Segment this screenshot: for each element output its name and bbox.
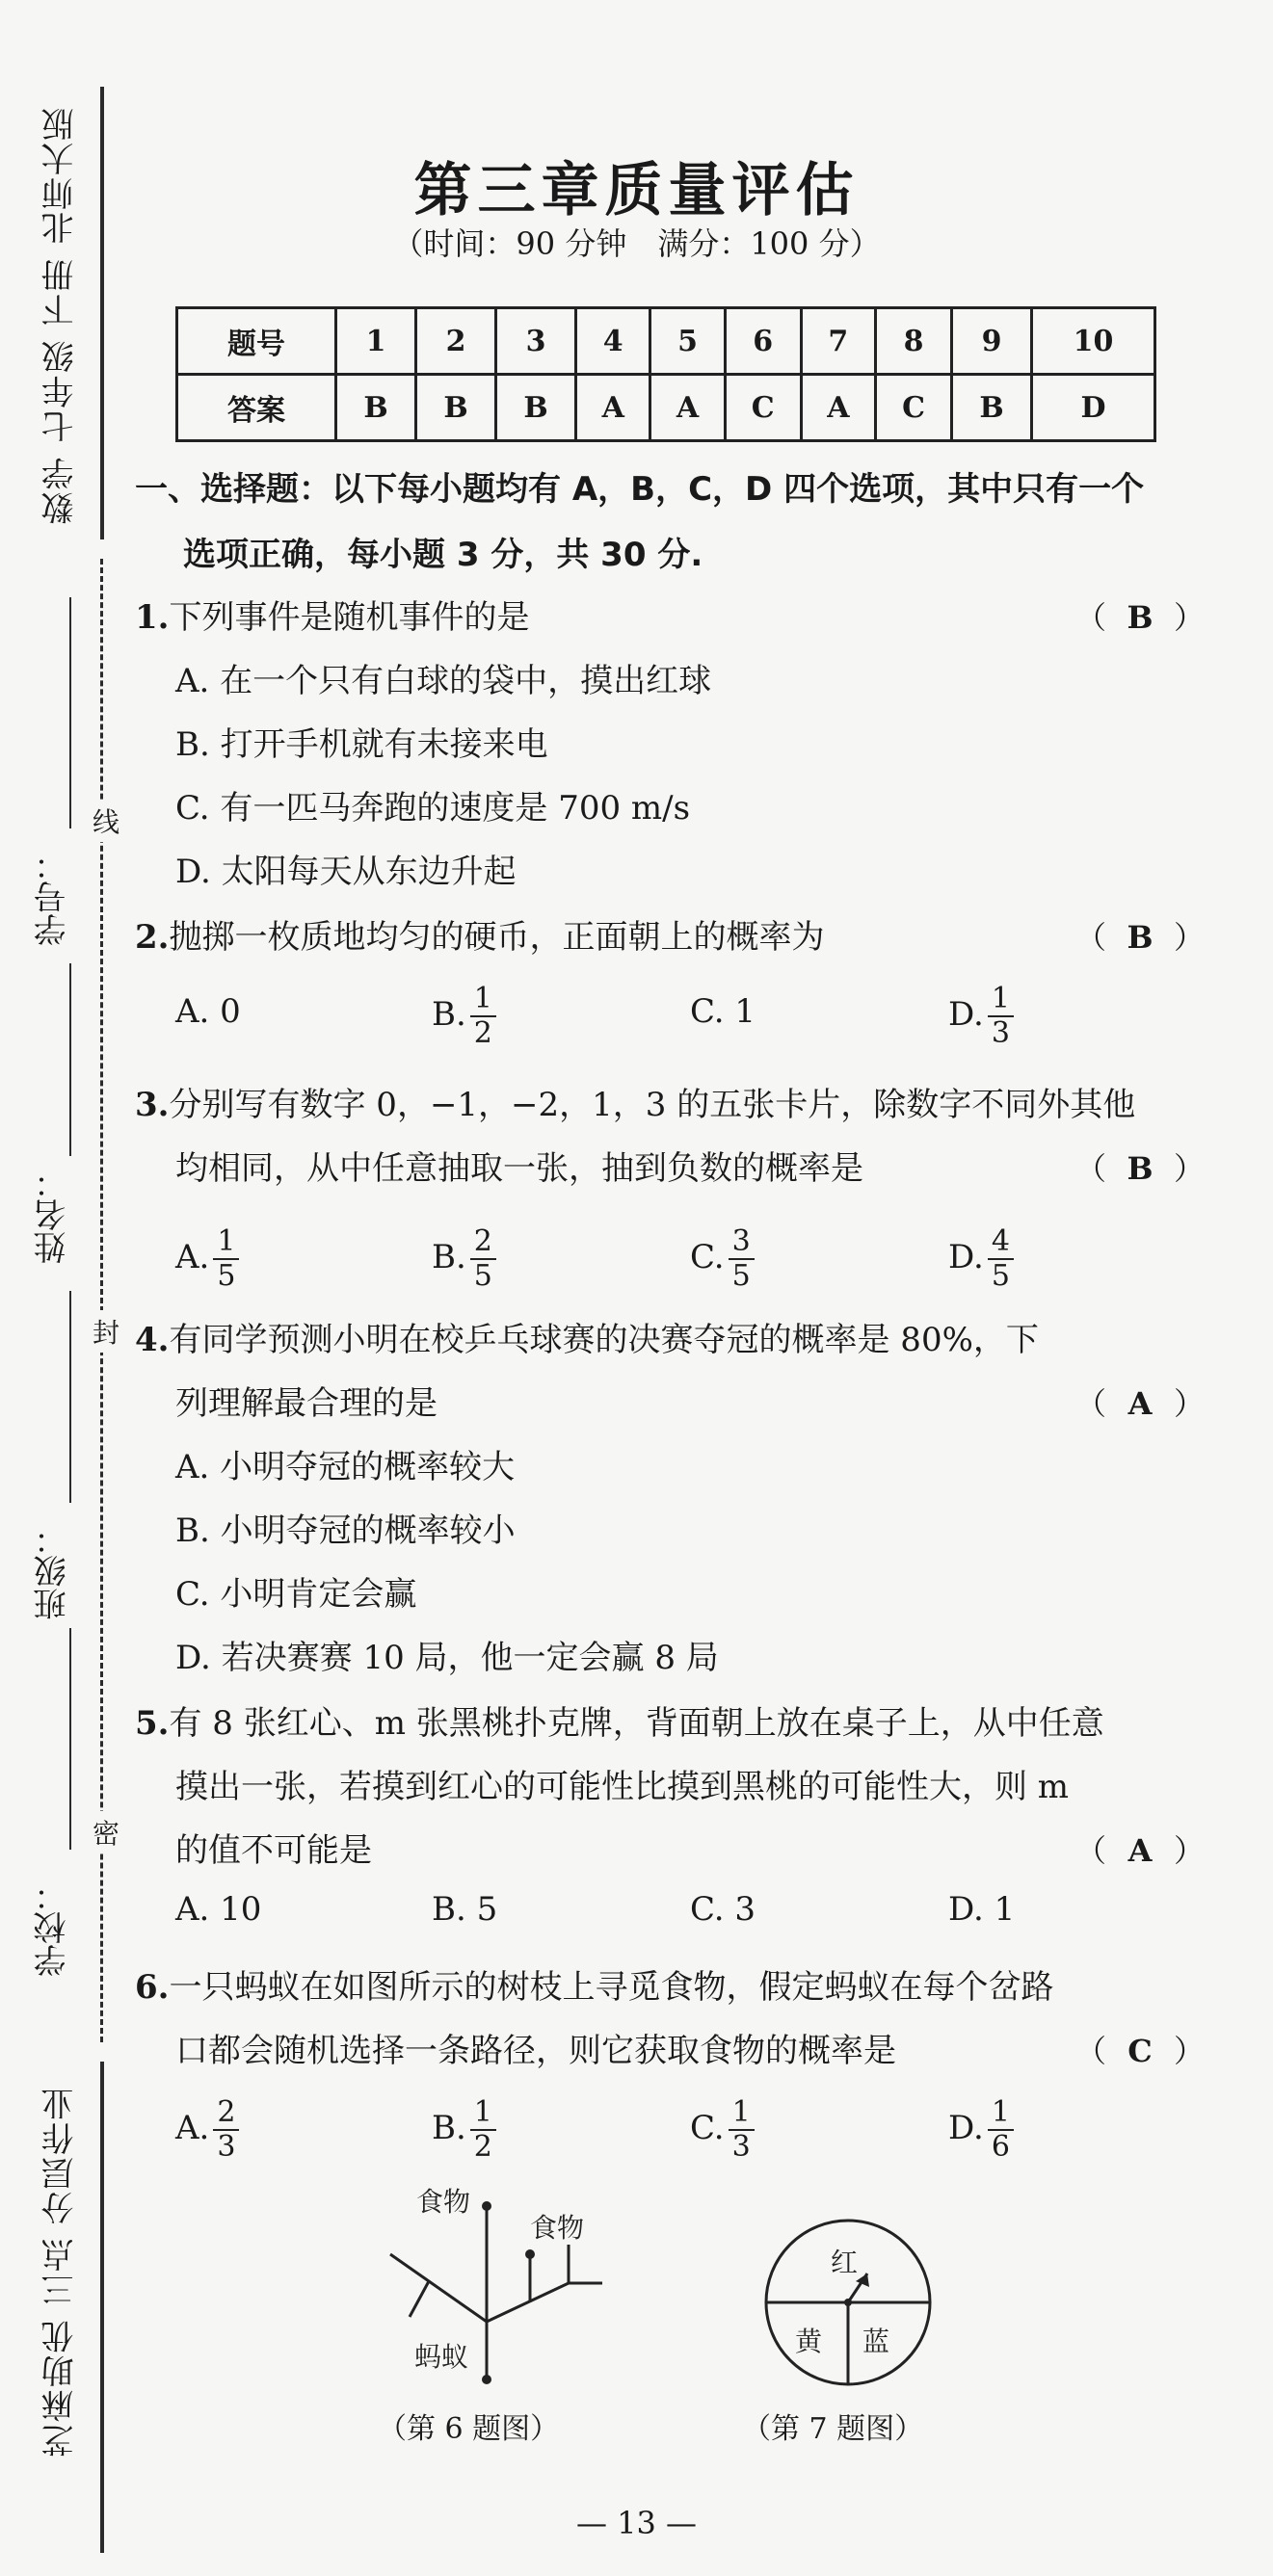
- field-school: 学校：: [34, 1879, 72, 1977]
- section-heading-line: 选项正确，每小题 3 分，共 30 分.: [183, 536, 703, 574]
- field-class: 班级：: [34, 1522, 72, 1620]
- question-text: 口都会随机选择一条路径，则它获取食物的概率是: [175, 2032, 896, 2070]
- table-cell: B: [952, 375, 1032, 441]
- fraction: $\frac{4}{5}$: [988, 1225, 1014, 1293]
- table-cell: C: [725, 375, 801, 441]
- answer-value: B: [1127, 919, 1154, 956]
- option-d: D. 太阳每天从东边升起: [175, 853, 517, 891]
- table-cell: B: [496, 375, 576, 441]
- fraction: $\frac{1}{5}$: [213, 1225, 239, 1293]
- question-text: 分别写有数字 0，−1，−2，1，3 的五张卡片，除数字不同外其他: [169, 1086, 1136, 1124]
- fraction: $\frac{2}{3}$: [213, 2096, 239, 2164]
- table-header: 答案: [177, 375, 336, 441]
- field-line: [69, 597, 71, 828]
- option-a: A. 小明夺冠的概率较大: [175, 1448, 516, 1486]
- fraction: $\frac{1}{3}$: [988, 983, 1014, 1050]
- section-heading-line: 一、选择题：以下每小题均有 A，B，C，D 四个选项，其中只有一个: [135, 470, 1145, 509]
- option-c: C. 3: [690, 1890, 756, 1929]
- option-c: [690, 992, 756, 1031]
- field-line: [69, 1628, 71, 1850]
- table-cell: 4: [576, 308, 650, 375]
- answer-bracket: （ A ）: [1075, 1819, 1205, 1882]
- fraction: $\frac{2}{5}$: [470, 1225, 496, 1293]
- sector-blue-label: 蓝: [862, 2326, 890, 2357]
- table-cell: A: [801, 375, 875, 441]
- fraction: $\frac{1}{6}$: [988, 2096, 1014, 2164]
- table-cell: 6: [725, 308, 801, 375]
- question-number: 2.: [135, 918, 170, 957]
- question-number: 5.: [135, 1704, 170, 1743]
- field-line: [69, 963, 71, 1156]
- option-label: C. 1: [690, 992, 756, 1031]
- question-number: 6.: [135, 1968, 170, 2007]
- option-label: A.: [175, 2109, 210, 2147]
- option-c: [690, 1225, 755, 1293]
- question-text: 的值不可能是: [175, 1831, 372, 1870]
- option-label: D.: [948, 2109, 984, 2147]
- option-a: [175, 992, 241, 1031]
- food-label: 食物: [530, 2212, 585, 2244]
- cut-mark: 线: [93, 800, 119, 842]
- option-c: C. 有一匹马奔跑的速度是 700 m/s: [175, 789, 691, 828]
- figure-6-caption: （第 6 题图）: [378, 2412, 560, 2446]
- question-5: [135, 1692, 1205, 1882]
- option-b: [432, 983, 496, 1050]
- table-cell: B: [336, 375, 416, 441]
- option-c: C. 小明肯定会赢: [175, 1575, 417, 1614]
- option-label: C.: [690, 2109, 725, 2147]
- question-6: [135, 1956, 1205, 2083]
- option-b: B. 打开手机就有未接来电: [175, 725, 548, 764]
- option-label: A.: [175, 1238, 210, 1276]
- table-cell: A: [650, 375, 725, 441]
- question-text: 均相同，从中任意抽取一张，抽到负数的概率是: [175, 1149, 863, 1188]
- table-cell: 3: [496, 308, 576, 375]
- question-3: [135, 1073, 1205, 1200]
- option-a: [175, 2096, 239, 2164]
- table-cell: 7: [801, 308, 875, 375]
- table-cell: 10: [1032, 308, 1155, 375]
- question-number: 4.: [135, 1321, 170, 1359]
- option-b: [432, 2096, 496, 2164]
- field-name: 姓名：: [34, 1166, 72, 1264]
- option-b: B. 5: [432, 1890, 498, 1929]
- option-b: [432, 1225, 496, 1293]
- question-1: [135, 586, 1205, 904]
- answer-value: B: [1127, 599, 1154, 636]
- table-cell: B: [416, 375, 496, 441]
- table-row: [177, 308, 1155, 375]
- question-2: [135, 906, 1205, 969]
- answer-bracket: （ B ）: [1075, 1137, 1205, 1200]
- table-cell: 1: [336, 308, 416, 375]
- question-text: 有同学预测小明在校乒乓球赛的决赛夺冠的概率是 80%，下: [169, 1321, 1039, 1359]
- option-a: A. 10: [175, 1890, 262, 1929]
- question-text: 摸出一张，若摸到红心的可能性比摸到黑桃的可能性大，则 m: [175, 1768, 1070, 1806]
- field-line: [69, 1291, 71, 1503]
- sector-yellow-label: 黄: [795, 2326, 823, 2357]
- option-d: D. 1: [948, 1890, 1016, 1929]
- section-heading: [135, 457, 1205, 588]
- question-4: [135, 1308, 1205, 1690]
- ant-label: 蚂蚁: [414, 2341, 469, 2373]
- series-info: 芝麻助优 三点 分层作业: [41, 2086, 80, 2458]
- answer-table: [175, 306, 1156, 442]
- answer-value: A: [1127, 1832, 1153, 1869]
- answer-value: A: [1127, 1385, 1153, 1422]
- option-d: D. 若决赛赛 10 局，他一定会赢 8 局: [175, 1639, 719, 1677]
- option-a: A. 在一个只有白球的袋中，摸出红球: [175, 662, 712, 700]
- table-cell: 8: [876, 308, 952, 375]
- fraction: $\frac{1}{2}$: [470, 2096, 496, 2164]
- answer-value: B: [1127, 1150, 1154, 1187]
- option-label: C.: [690, 1238, 725, 1276]
- spinner-figure: [752, 2206, 944, 2399]
- page-subtitle: （时间：90 分钟 满分：100 分）: [392, 225, 881, 262]
- answer-bracket: （ C ）: [1075, 2019, 1205, 2083]
- table-cell: D: [1032, 375, 1155, 441]
- option-b: B. 小明夺冠的概率较小: [175, 1511, 516, 1550]
- page-number: — 13 —: [575, 2505, 698, 2541]
- page-title: 第三章质量评估: [413, 157, 860, 224]
- fraction: $\frac{1}{3}$: [729, 2096, 755, 2164]
- field-student-number: 学号：: [34, 848, 72, 946]
- table-cell: 9: [952, 308, 1032, 375]
- answer-value: C: [1127, 2033, 1153, 2069]
- table-row: [177, 375, 1155, 441]
- margin-rule-bottom: [100, 2062, 104, 2553]
- question-text: 抛掷一枚质地均匀的硬币，正面朝上的概率为: [169, 918, 825, 957]
- option-label: B.: [432, 2109, 466, 2147]
- question-number: 1.: [135, 598, 170, 637]
- answer-bracket: （ A ）: [1075, 1372, 1205, 1435]
- option-d: [948, 1225, 1014, 1293]
- tree-figure: [366, 2177, 655, 2408]
- option-label: B.: [432, 1238, 466, 1276]
- question-text: 有 8 张红心、m 张黑桃扑克牌，背面朝上放在桌子上，从中任意: [169, 1704, 1104, 1743]
- option-label: B.: [432, 995, 466, 1034]
- sector-red-label: 红: [831, 2247, 859, 2278]
- option-label: D.: [948, 995, 984, 1034]
- table-cell: C: [876, 375, 952, 441]
- food-label: 食物: [416, 2186, 471, 2218]
- fraction: $\frac{1}{2}$: [470, 983, 496, 1050]
- figure-7-caption: （第 7 题图）: [742, 2412, 924, 2446]
- question-text: 一只蚂蚁在如图所示的树枝上寻觅食物，假定蚂蚁在每个岔路: [169, 1968, 1054, 2007]
- option-label: A. 0: [175, 992, 241, 1031]
- cut-mark: 封: [93, 1310, 119, 1353]
- fraction: $\frac{3}{5}$: [729, 1225, 755, 1293]
- table-cell: A: [576, 375, 650, 441]
- question-text: 列理解最合理的是: [175, 1384, 438, 1423]
- question-number: 3.: [135, 1086, 170, 1124]
- answer-bracket: （ B ）: [1075, 906, 1205, 969]
- book-info: 数学 七年级 下册 北师大版: [41, 106, 80, 525]
- option-d: [948, 2096, 1014, 2164]
- option-d: [948, 983, 1014, 1050]
- table-header: 题号: [177, 308, 336, 375]
- question-text: 下列事件是随机事件的是: [169, 598, 530, 637]
- answer-bracket: （ B ）: [1075, 586, 1205, 649]
- cut-mark: 密: [93, 1811, 119, 1853]
- option-label: D.: [948, 1238, 984, 1276]
- table-cell: 2: [416, 308, 496, 375]
- option-c: [690, 2096, 755, 2164]
- table-cell: 5: [650, 308, 725, 375]
- option-a: [175, 1225, 239, 1293]
